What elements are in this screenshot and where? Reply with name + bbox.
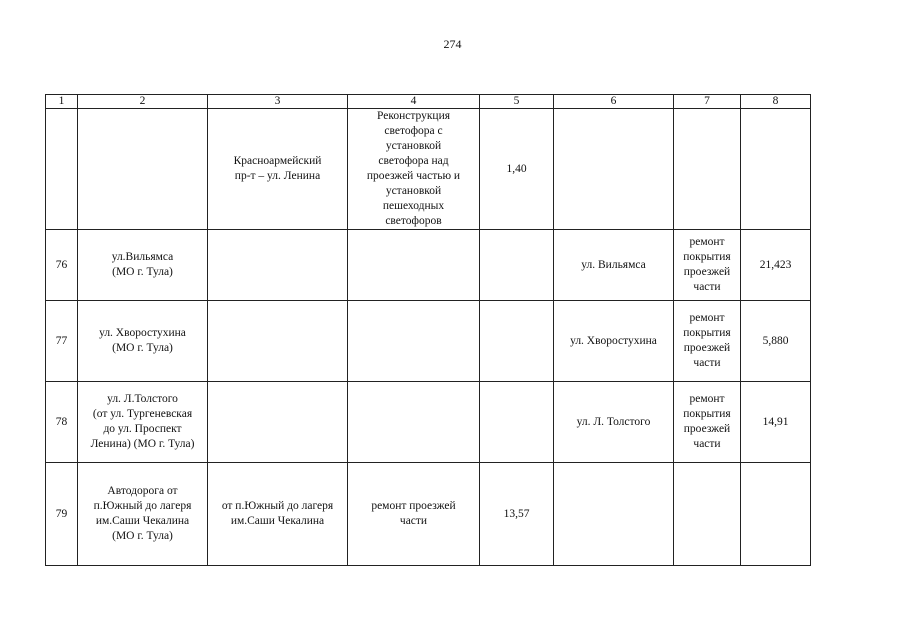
value-cell [741,463,811,566]
work-type-cell: ремонт покрытия проезжей части [674,382,741,463]
value-cell: 21,423 [741,230,811,301]
length-cell [480,301,554,382]
column-header: 8 [741,95,811,109]
work-cell [348,382,480,463]
table-row [46,301,811,382]
object-cell: Автодорога от п.Южный до лагеря им.Саши Чекалина (МО г. Тула) [78,463,208,566]
value-cell [741,109,811,230]
street-cell [554,463,674,566]
object-cell: ул.Вильямса (МО г. Тула) [78,230,208,301]
work-type-cell: ремонт покрытия проезжей части [674,230,741,301]
work-type-cell [674,109,741,230]
column-number-row [46,95,811,109]
table-row [46,230,811,301]
length-cell [480,230,554,301]
object-cell: ул. Л.Толстого (от ул. Тургеневская до ул. Проспект Ленина) (МО г. Тула) [78,382,208,463]
table-row [46,463,811,566]
column-header: 4 [348,95,480,109]
page-number: 274 [443,37,462,51]
object-cell: ул. Хворостухина (МО г. Тула) [78,301,208,382]
section-cell [208,230,348,301]
section-cell: от п.Южный до лагеря им.Саши Чекалина [208,463,348,566]
length-cell [480,382,554,463]
data-table [45,94,811,566]
column-header: 5 [480,95,554,109]
street-cell: ул. Хворостухина [554,301,674,382]
row-number-cell [46,109,78,230]
value-cell: 14,91 [741,382,811,463]
table-row [46,109,811,230]
work-cell: ремонт проезжей части [348,463,480,566]
street-cell: ул. Вильямса [554,230,674,301]
column-header: 1 [46,95,78,109]
length-cell: 1,40 [480,109,554,230]
work-type-cell: ремонт покрытия проезжей части [674,301,741,382]
row-number-cell: 79 [46,463,78,566]
length-cell: 13,57 [480,463,554,566]
column-header: 6 [554,95,674,109]
row-number-cell: 77 [46,301,78,382]
work-cell [348,230,480,301]
value-cell: 5,880 [741,301,811,382]
street-cell [554,109,674,230]
table-row [46,382,811,463]
work-type-cell [674,463,741,566]
object-cell [78,109,208,230]
column-header: 2 [78,95,208,109]
street-cell: ул. Л. Толстого [554,382,674,463]
section-cell: Красноармейский пр-т – ул. Ленина [208,109,348,230]
column-header: 3 [208,95,348,109]
work-cell [348,301,480,382]
row-number-cell: 76 [46,230,78,301]
section-cell [208,382,348,463]
column-header: 7 [674,95,741,109]
work-cell: Реконструкция светофора с установкой светофора над проезжей частью и установкой пешеходных светофоров [348,109,480,230]
section-cell [208,301,348,382]
row-number-cell: 78 [46,382,78,463]
